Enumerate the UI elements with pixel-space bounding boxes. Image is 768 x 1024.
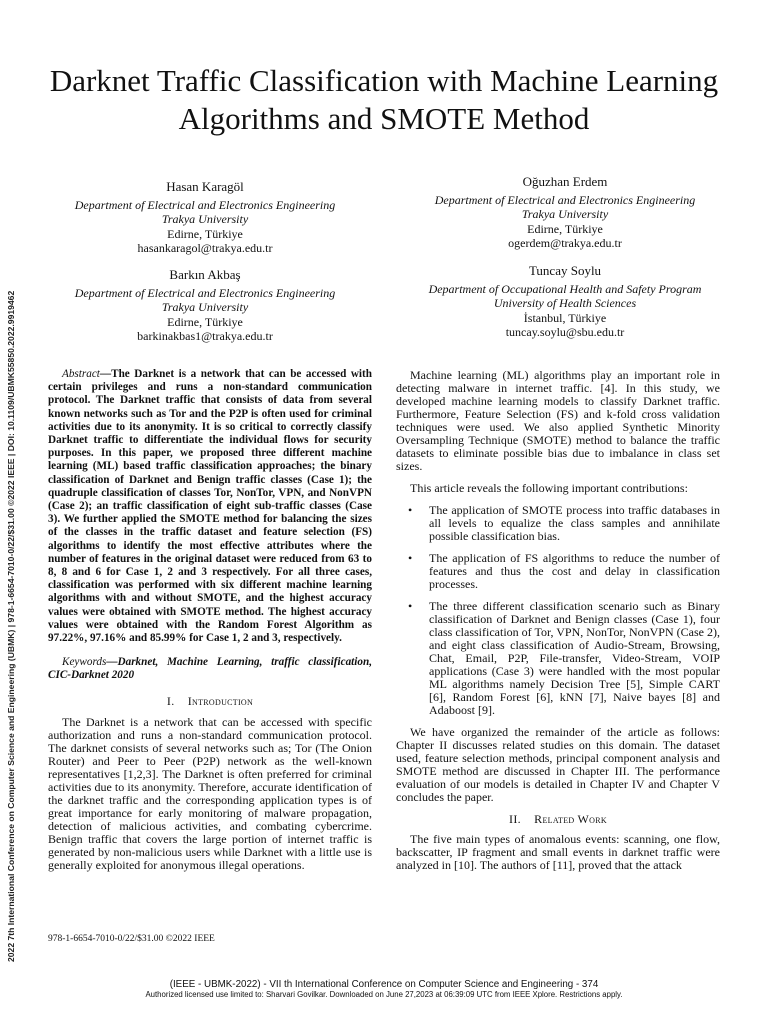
body-paragraph: The five main types of anomalous events: scanning, one flow, backscatter, IP fragment and small events in darknet traffic were analyzed in [10]. The authors of [11], proved that the attack: [396, 832, 720, 872]
author-department: Department of Electrical and Electronics Engineering: [74, 285, 336, 300]
author-block-3: [40, 268, 370, 344]
abstract: [48, 368, 372, 645]
list-item: • The three different classification scenario such as Binary classification of Darknet and Benign classes (Case 1), four class classification of Tor, VPN, NonTor, NonVPN (Case 2), and eight class classification of Audio-Stream, Browsing, Chat, Email, P2P, File-transfer, Video-Stream, VOIP applications (Case 3) were handled with the most popular ML algorithms namely Decision Tree [5], Simple CART [6], Random Forest [6], kNN [7], Naive bayes [8] and Adaboost [9].: [396, 600, 720, 717]
author-name: Tuncay Soylu: [528, 263, 602, 278]
author-city: Edirne, Türkiye: [167, 314, 243, 329]
body-paragraph: Machine learning (ML) algorithms play an important role in detecting malware in internet traffic. [4]. In this study, we developed machine learning models to classify Darknet traffic. Furthermore, Feature Selection (FS) and k-fold cross validation techniques were used. We also applied Synthetic Minority Oversampling Technique (SMOTE) method to balance the traffic datasets to eliminate possible bias due to imbalance in class set sizes.: [396, 368, 720, 473]
right-column: [396, 369, 720, 872]
section-heading-related-work: [396, 813, 720, 826]
abstract-label: Abstract: [62, 368, 100, 380]
author-city: Edirne, Türkiye: [527, 221, 603, 236]
intro-paragraph: The Darknet is a network that can be accessed with specific authorization and runs a non-standard communication protocol. The darknet consists of several networks such as; Tor (The Onion Router) and Peer to Peer (P2P) network as the well-known representatives [1,2,3]. The Darknet is often preferred for criminal activities due to its anonymity. Therefore, accurate identification of the darknet traffic and the corresponding application types is of great importance for early monitoring of malware propagation, detection of malicious activities, and combating cybercrime. Benign traffic that covers the large portion of internet traffic is generated by non-malicious users while Darknet with a little use is generally exploited for anonymous illegal operations.: [48, 714, 372, 872]
author-name: Barkın Akbaş: [169, 267, 241, 282]
author-name: Hasan Karagöl: [166, 179, 244, 194]
section-title: Related Work: [534, 812, 607, 826]
section-number: I.: [166, 693, 175, 708]
conference-footer: (IEEE - UBMK-2022) - VII th International Conference on Computer Science and Engineering - 374: [169, 979, 599, 990]
author-email: ogerdem@trakya.edu.tr: [508, 236, 622, 250]
paper-title: Darknet Traffic Classification with Machine Learning Algorithms and SMOTE Method: [49, 63, 719, 136]
author-email: barkinakbas1@trakya.edu.tr: [137, 329, 273, 343]
keywords-text: —Darknet, Machine Learning, traffic classification, CIC-Darknet 2020: [48, 656, 372, 682]
author-block-1: [40, 180, 370, 256]
author-university: University of Health Sciences: [493, 296, 637, 310]
doi-margin-note: 2022 7th International Conference on Computer Science and Engineering (UBMK) | 978-1-6654-7010-0/22/$31.00 ©2022 IEEE | DOI: 10.1109/UBMK55850.2022.9919462: [6, 290, 16, 962]
body-paragraph: This article reveals the following important contributions:: [410, 481, 688, 495]
author-block-4: [400, 264, 730, 340]
copyright-notice: 978-1-6654-7010-0/22/$31.00 ©2022 IEEE: [48, 934, 215, 944]
author-name: Oğuzhan Erdem: [522, 174, 608, 189]
author-university: Trakya University: [521, 207, 609, 221]
author-city: İstanbul, Türkiye: [523, 310, 607, 325]
contribution-list: [396, 504, 720, 717]
author-university: Trakya University: [161, 212, 249, 226]
author-email: tuncay.soylu@sbu.edu.tr: [505, 325, 625, 339]
author-city: Edirne, Türkiye: [167, 226, 243, 241]
author-block-2: [400, 175, 730, 251]
keywords-label: Keywords: [62, 656, 107, 669]
section-heading-introduction: [48, 695, 372, 708]
author-university: Trakya University: [161, 300, 249, 314]
author-department: Department of Occupational Health and Safety Program: [428, 281, 702, 296]
license-footer: Authorized licensed use limited to: Sharvari Govilkar. Downloaded on June 27,2023 at 06:39:09 UTC from IEEE Xplore. Restrictions apply.: [145, 990, 623, 999]
author-department: Department of Electrical and Electronics Engineering: [434, 192, 696, 207]
body-paragraph: We have organized the remainder of the article as follows: Chapter II discusses related studies on this domain. The dataset used, feature selection methods, principal component analysis and SMOTE method are discussed in Chapter III. The performance evaluation of our models is detailed in Chapter IV and Chapter V concludes the paper.: [396, 725, 720, 804]
list-item: • The application of FS algorithms to reduce the number of features and thus the cost and delay in classification processes.: [396, 552, 720, 591]
section-title: Introduction: [187, 693, 254, 708]
left-column: [48, 368, 372, 872]
author-email: hasankaragol@trakya.edu.tr: [137, 241, 273, 255]
author-department: Department of Electrical and Electronics Engineering: [74, 197, 336, 212]
keywords: [48, 656, 372, 682]
abstract-text: —The Darknet is a network that can be accessed with certain privileges and runs a non-standard communication protocol. The Darknet traffic that consists of data from several known networks such as Tor and the P2P is often used for criminal activities due to its anonymity. It is so critical to correctly classify Darknet traffic to differentiate the individual flows for security purposes. In this paper, we proposed three different machine learning (ML) based traffic classification approaches; the binary classification of Darknet and Benign traffic classes (Case 1); the quadruple classification of classes Tor, NonTor, VPN, and NonVPN (Case 2); an traffic classification of eight sub-traffic classes (Case 3). We further applied the SMOTE method for balancing the sizes of the classes in the traffic dataset and feature selection (FS) algorithms to identify the most effective attributes where the number of features in the original dataset were reduced from 63 to 8, 8 and 6 for Case 1, 2 and 3 respectively. For all three cases, classification was performed with six different machine learning algorithms with and without SMOTE, and the highest accuracy values were obtained with SMOTE method. The highest accuracy values were obtained with the Random Forest Algorithm as 97.22%, 97.16% and 85.99% for Case 1, 2 and 3, respectively.: [48, 368, 372, 645]
list-item: • The application of SMOTE process into traffic databases in all levels to equalize the class samples and annihilate possible classification bias.: [396, 504, 720, 543]
section-number: II.: [509, 812, 521, 826]
